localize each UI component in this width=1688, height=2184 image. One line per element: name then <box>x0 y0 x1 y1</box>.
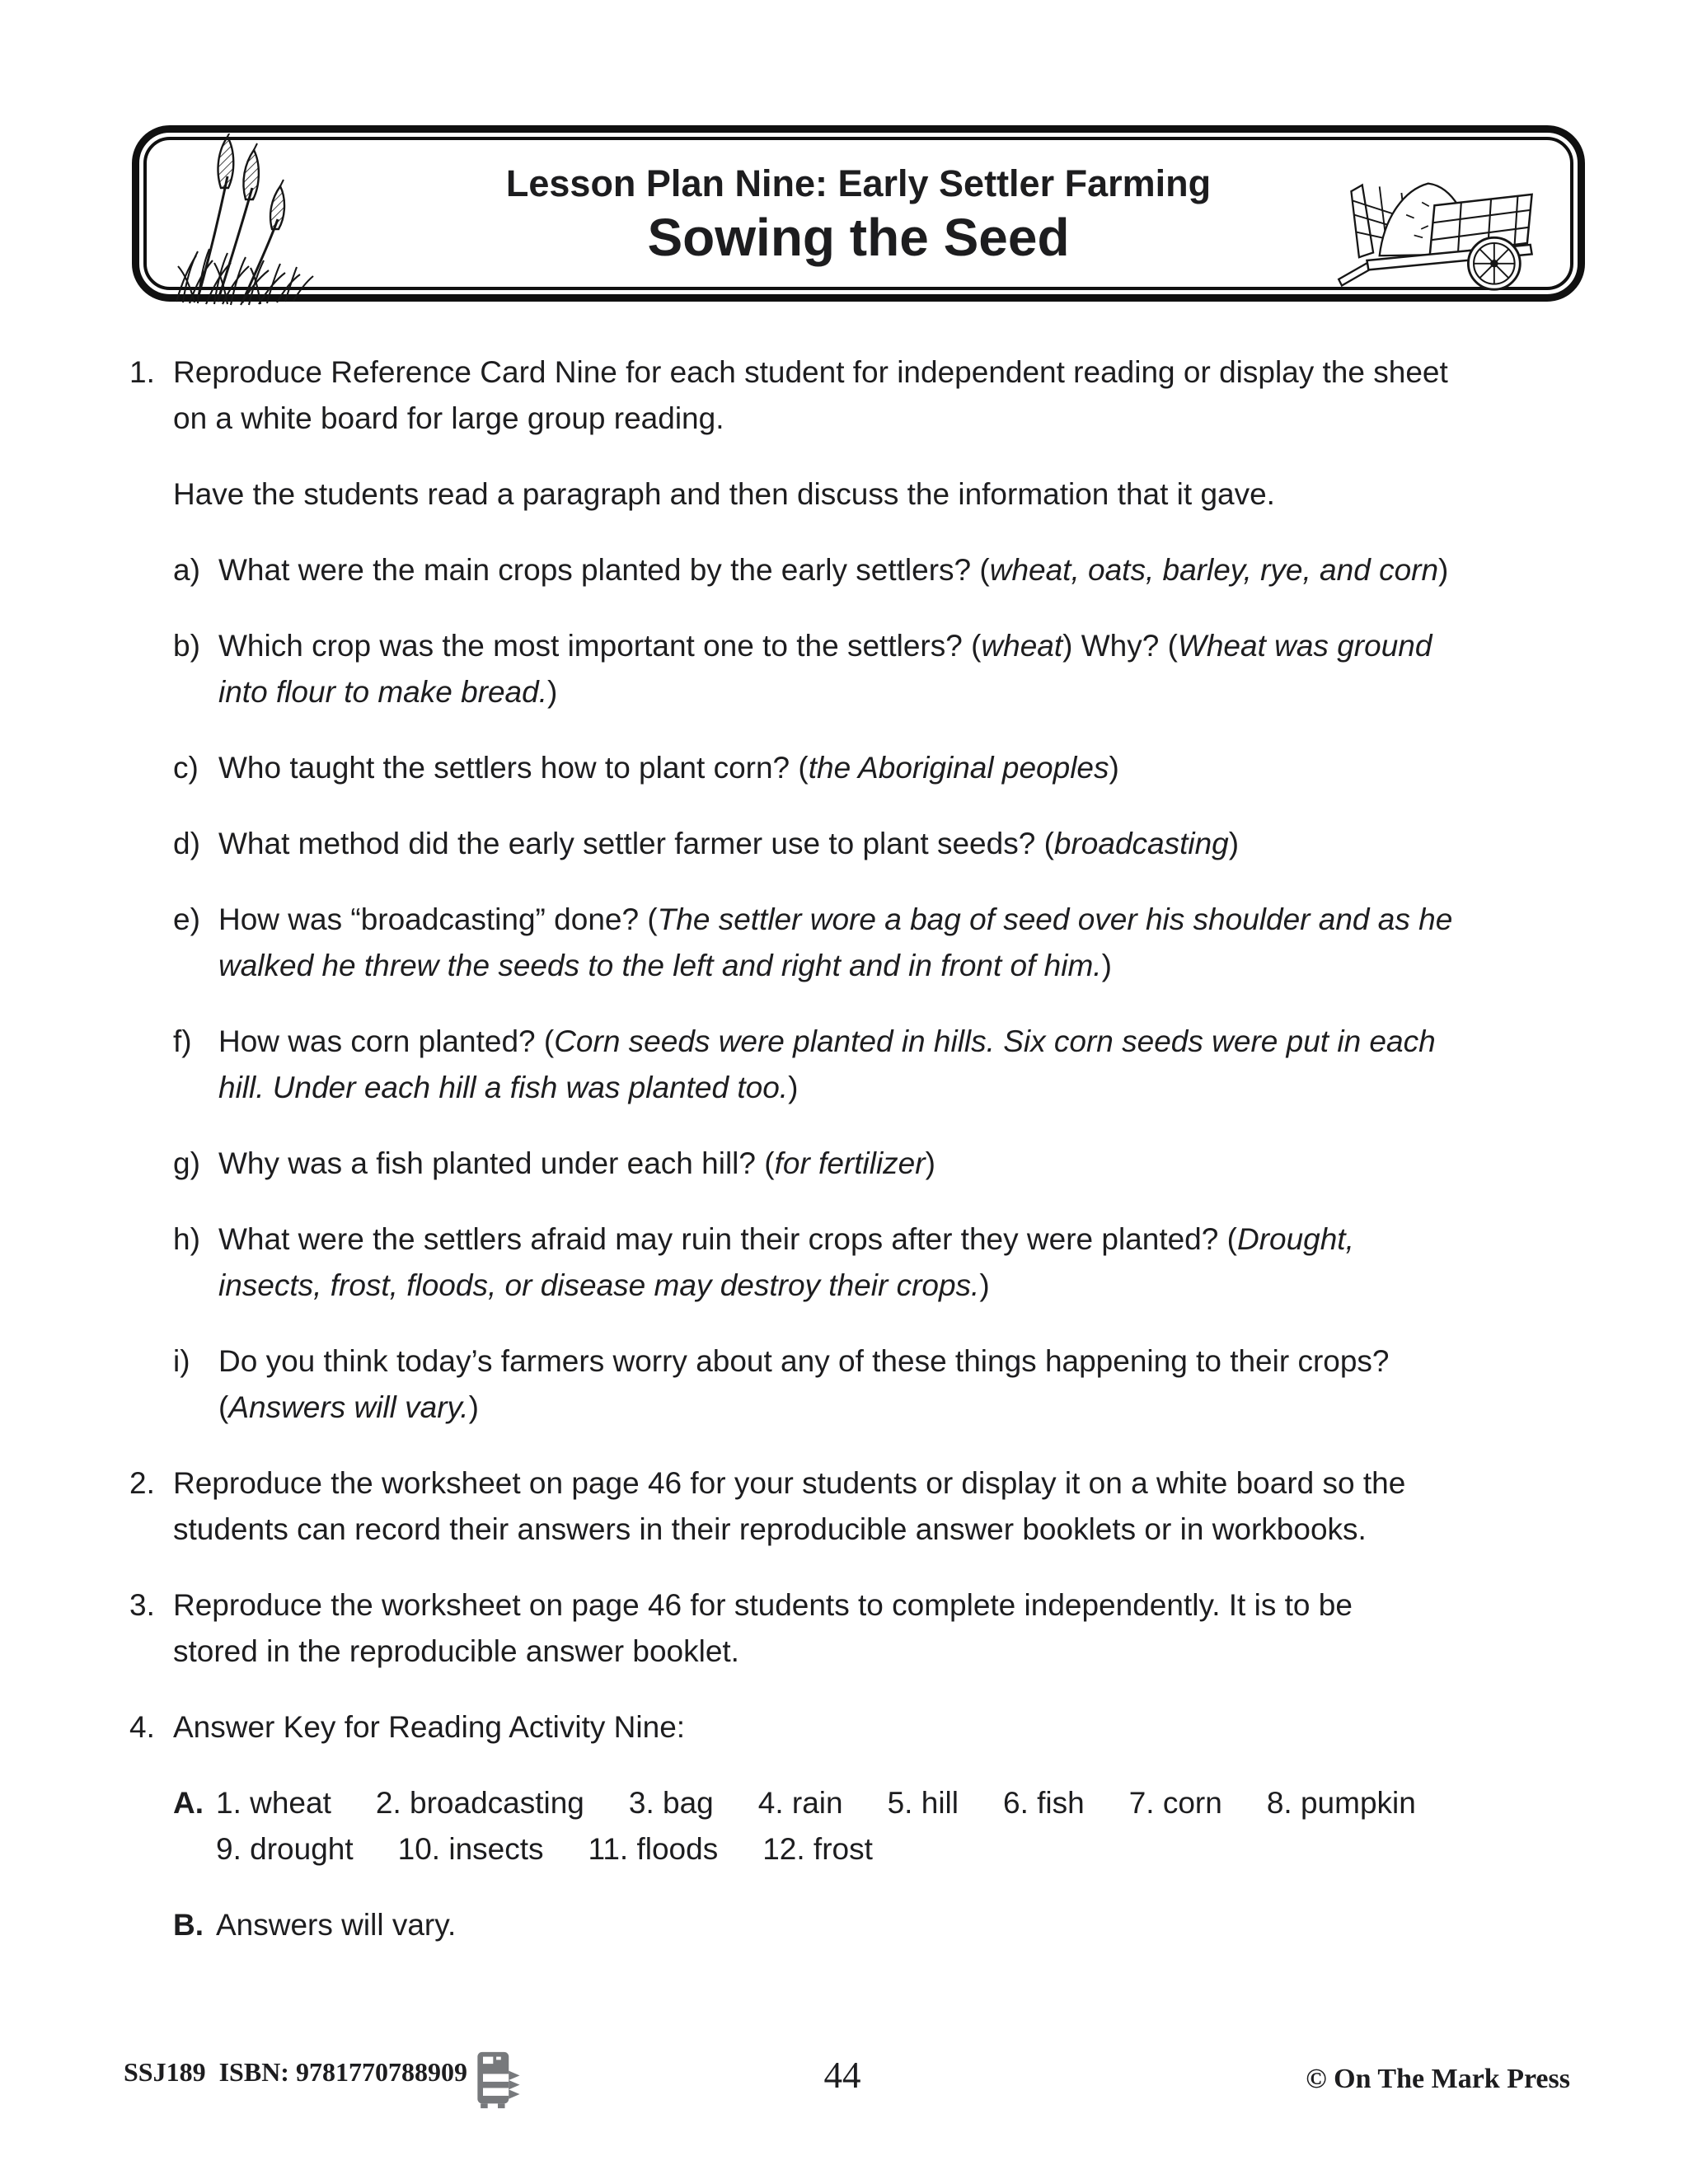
answer-italic-text: Answers will vary. <box>228 1390 469 1424</box>
answer-entry: 3. bag <box>628 1786 714 1820</box>
question-text <box>218 897 1580 989</box>
plain-text: What were the main crops planted by the early settlers? ( <box>218 553 990 587</box>
wheat-illustration <box>170 134 335 307</box>
question-text <box>218 1216 1580 1309</box>
plain-text: ) Why? ( <box>1062 629 1178 663</box>
question-letter: c) <box>173 751 199 785</box>
plain-text: What were the settlers afraid may ruin their crops after they were planted? ( <box>218 1222 1237 1256</box>
step-paragraph <box>173 349 1580 442</box>
answer-entry: 11. floods <box>588 1832 719 1866</box>
isbn-label: SSJ189 ISBN: 9781770788909 <box>124 2057 467 2087</box>
lesson-steps <box>129 349 1580 1978</box>
question-letter: f) <box>173 1024 192 1058</box>
photocopier-icon <box>474 2050 522 2110</box>
plain-text: ) <box>1438 553 1449 587</box>
step-number: 1. <box>129 355 155 389</box>
plain-text: ) <box>979 1268 990 1302</box>
answer-italic-text: wheat, oats, barley, rye, and corn <box>989 553 1439 587</box>
plain-text: Reproduce the worksheet on page 46 for your students or display it on a white board so the <box>173 1466 1406 1500</box>
question-text <box>218 1338 1580 1431</box>
answer-italic-text: The settler wore a bag of seed over his shoulder and as he <box>657 902 1453 936</box>
plain-text: ) <box>1228 827 1240 860</box>
plain-text: Have the students read a paragraph and then discuss the information that it gave. <box>173 477 1275 511</box>
plain-text: What method did the early settler farmer use to plant seeds? ( <box>218 827 1054 860</box>
answer-entry: 5. hill <box>887 1786 959 1820</box>
sub-question <box>173 547 1580 593</box>
question-letter: i) <box>173 1344 190 1378</box>
answer-entry: 10. insects <box>397 1832 544 1866</box>
sub-question <box>173 1019 1580 1111</box>
plain-text: ) <box>468 1390 479 1424</box>
question-letter: a) <box>173 553 200 587</box>
answer-key-line <box>216 1780 1416 1826</box>
title-banner-inner <box>143 137 1573 290</box>
answer-italic-text: broadcasting <box>1053 827 1229 860</box>
answer-italic-text: hill. Under each hill a fish was planted too. <box>218 1071 789 1104</box>
answer-italic-text: Wheat was ground <box>1177 629 1432 663</box>
answer-italic-text: wheat <box>981 629 1063 663</box>
answer-italic-text: walked he threw the seeds to the left and right and in front of him. <box>218 949 1102 982</box>
answer-key-row-b <box>173 1902 1580 1948</box>
plain-text: Which crop was the most important one to the settlers? ( <box>218 629 982 663</box>
answer-italic-text: the Aboriginal peoples <box>808 751 1109 785</box>
plain-text: ) <box>788 1071 799 1104</box>
page-number: 44 <box>823 2055 861 2096</box>
hay-cart-illustration <box>1331 160 1552 293</box>
plain-text: Who taught the settlers how to plant corn? ( <box>218 751 809 785</box>
plain-text: How was “broadcasting” done? ( <box>218 902 658 936</box>
question-letter: g) <box>173 1146 200 1180</box>
answer-entry: 4. rain <box>757 1786 843 1820</box>
answer-entry: 7. corn <box>1128 1786 1222 1820</box>
step-paragraph <box>173 1460 1580 1553</box>
question-letter: h) <box>173 1222 200 1256</box>
step-number: 2. <box>129 1466 155 1500</box>
question-text <box>218 821 1580 867</box>
lesson-step <box>129 349 1580 1431</box>
step-paragraph <box>173 1582 1580 1675</box>
sub-question <box>173 1141 1580 1187</box>
question-text <box>218 1141 1580 1187</box>
answer-key-entries <box>216 1780 1416 1872</box>
plain-text: ) <box>925 1146 935 1180</box>
sub-question <box>173 897 1580 989</box>
answer-key-label: B. <box>173 1908 204 1942</box>
answer-key-row-a <box>173 1780 1580 1872</box>
sub-question <box>173 1338 1580 1431</box>
question-letter: d) <box>173 827 200 860</box>
step-number: 4. <box>129 1710 155 1744</box>
lesson-step <box>129 1704 1580 1948</box>
discussion-questions <box>173 547 1580 1431</box>
step-body <box>173 1460 1580 1553</box>
step-body <box>173 1582 1580 1675</box>
plain-text: Answer Key for Reading Activity Nine: <box>173 1710 686 1744</box>
question-text <box>218 547 1580 593</box>
sub-question <box>173 821 1580 867</box>
plain-text: ( <box>218 1390 229 1424</box>
title-banner <box>132 125 1585 302</box>
step-body <box>173 349 1580 1431</box>
lesson-step <box>129 1460 1580 1553</box>
plain-text: Reproduce the worksheet on page 46 for students to complete independently. It is to be <box>173 1588 1353 1622</box>
step-paragraph <box>173 471 1580 518</box>
sub-question <box>173 623 1580 715</box>
answer-italic-text: Corn seeds were planted in hills. Six corn seeds were put in each <box>554 1024 1436 1058</box>
lesson-step <box>129 1582 1580 1675</box>
question-letter: b) <box>173 629 200 663</box>
sub-question <box>173 1216 1580 1309</box>
answer-entry: 8. pumpkin <box>1266 1786 1416 1820</box>
plain-text: students can record their answers in their reproducible answer booklets or in workbooks. <box>173 1512 1367 1546</box>
plain-text: ) <box>547 675 558 709</box>
plain-text: ) <box>1101 949 1112 982</box>
question-text <box>218 1019 1580 1111</box>
answer-italic-text: for fertilizer <box>774 1146 926 1180</box>
question-text <box>218 745 1580 791</box>
plain-text: Do you think today’s farmers worry about any of these things happening to their crops? <box>218 1344 1390 1378</box>
answer-key-label: A. <box>173 1786 204 1820</box>
answer-italic-text: Drought, <box>1236 1222 1354 1256</box>
answer-italic-text: into flour to make bread. <box>218 675 547 709</box>
copyright: © On The Mark Press <box>1306 2064 1570 2094</box>
answer-italic-text: insects, frost, floods, or disease may destroy their crops. <box>218 1268 980 1302</box>
plain-text: How was corn planted? ( <box>218 1024 555 1058</box>
answer-entry: 1. wheat <box>216 1786 331 1820</box>
plain-text: ) <box>1109 751 1119 785</box>
answer-entry: 6. fish <box>1003 1786 1085 1820</box>
plain-text: on a white board for large group reading. <box>173 401 724 435</box>
lesson-subtitle: Sowing the Seed <box>647 208 1070 267</box>
answer-entry: 9. drought <box>216 1832 354 1866</box>
answer-entry: 2. broadcasting <box>375 1786 584 1820</box>
sub-question <box>173 745 1580 791</box>
question-letter: e) <box>173 902 200 936</box>
step-body <box>173 1704 1580 1948</box>
plain-text: Why was a fish planted under each hill? ( <box>218 1146 775 1180</box>
answer-key-text: Answers will vary. <box>216 1908 457 1942</box>
answer-key-line <box>216 1826 1416 1872</box>
plain-text: stored in the reproducible answer booklet. <box>173 1634 739 1668</box>
plain-text: Reproduce Reference Card Nine for each student for independent reading or display the sheet <box>173 355 1448 389</box>
step-paragraph <box>173 1704 1580 1750</box>
lesson-title: Lesson Plan Nine: Early Settler Farming <box>505 162 1212 204</box>
question-text <box>218 623 1580 715</box>
step-number: 3. <box>129 1588 155 1622</box>
answer-entry: 12. frost <box>762 1832 873 1866</box>
